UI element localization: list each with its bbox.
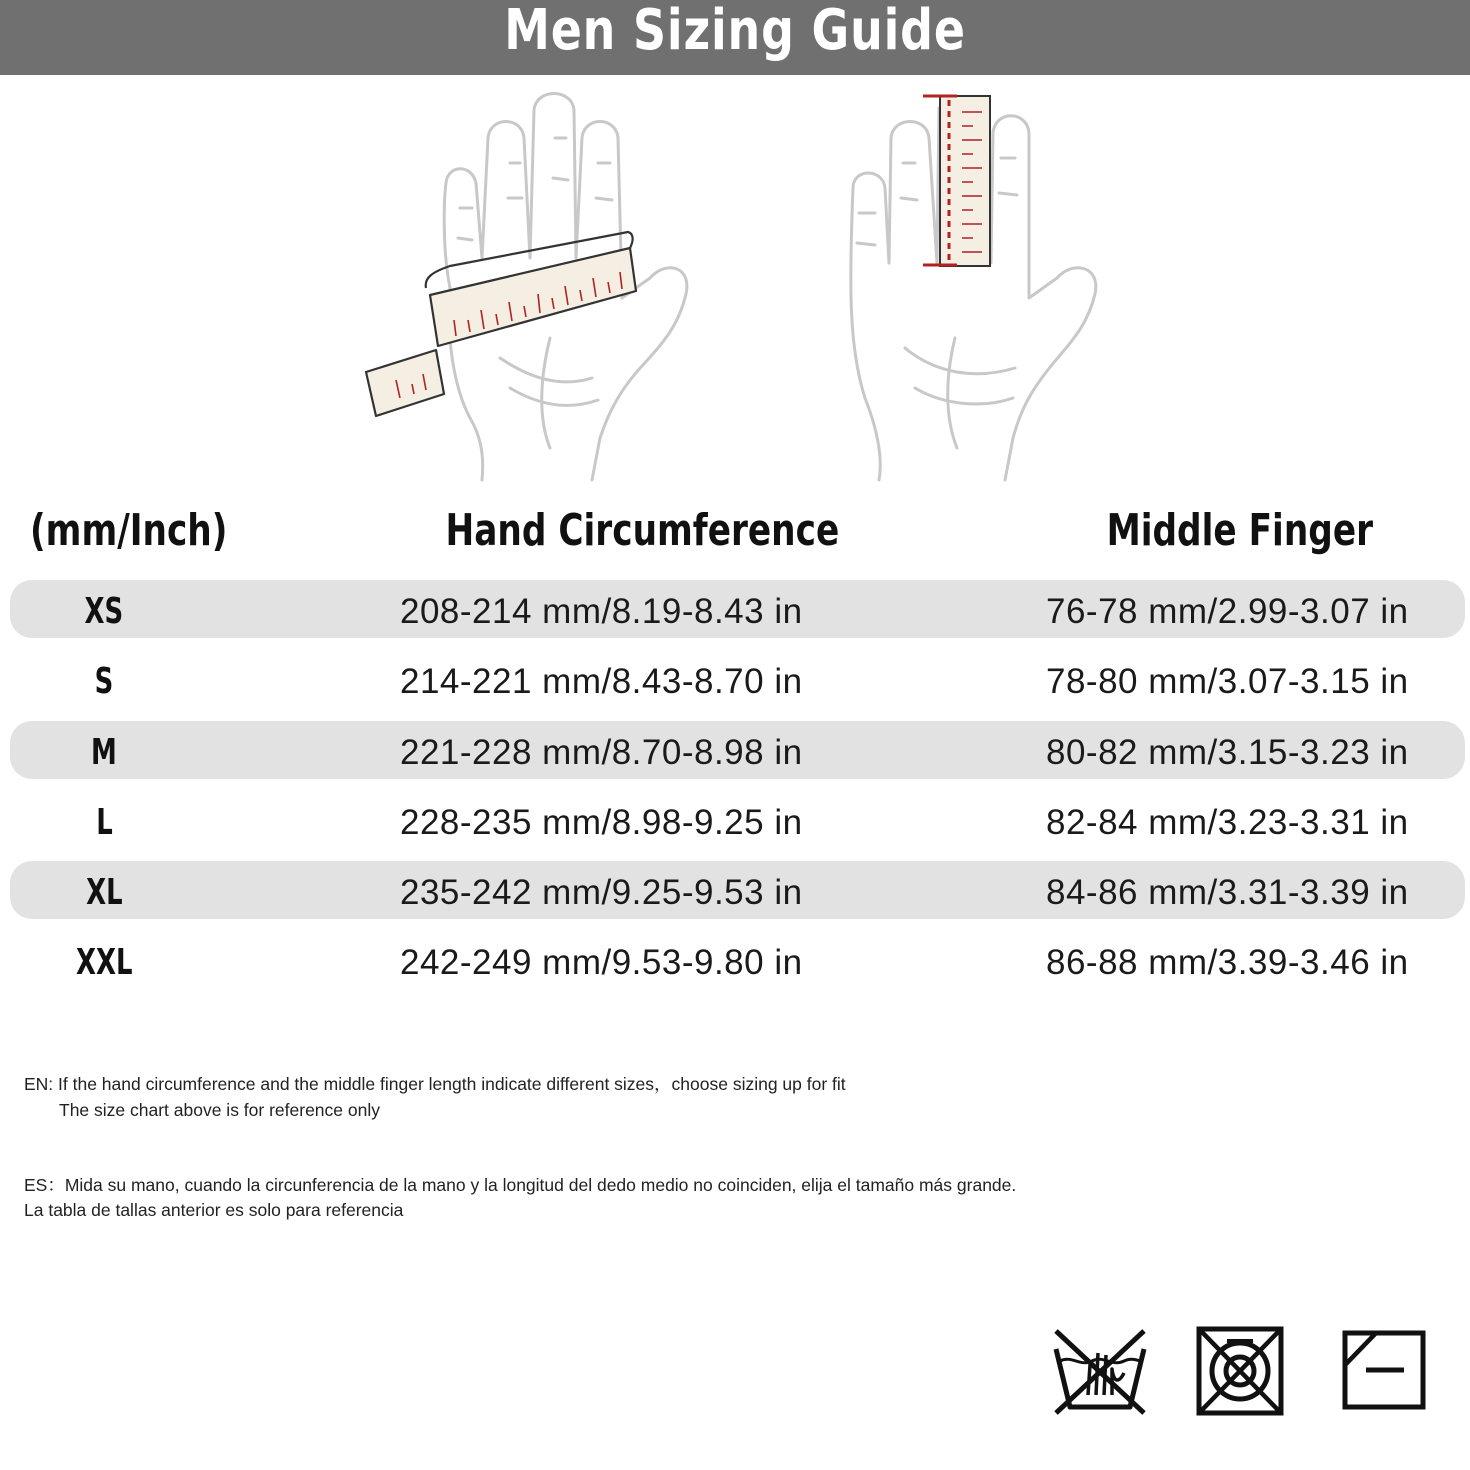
size-label: XL — [85, 872, 123, 913]
table-row — [10, 861, 1465, 919]
middle-finger-value: 86-88 mm/3.39-3.46 in — [1046, 943, 1409, 982]
middle-finger-value: 76-78 mm/2.99-3.07 in — [1046, 592, 1409, 631]
note-en-line2: The size chart above is for reference only — [59, 1100, 380, 1120]
size-label: M — [91, 732, 117, 773]
unit-header: (mm/Inch) — [30, 505, 228, 556]
size-label: XXL — [75, 942, 133, 983]
table-row — [10, 580, 1465, 638]
middle-finger-value: 80-82 mm/3.15-3.23 in — [1046, 733, 1409, 772]
size-label: L — [95, 802, 113, 843]
table-row — [10, 650, 1465, 708]
hand-circumference-value: 235-242 mm/9.25-9.53 in — [400, 873, 803, 912]
title-banner — [0, 0, 1470, 75]
middle-finger-value: 78-80 mm/3.07-3.15 in — [1046, 662, 1409, 701]
middle-finger-header: Middle Finger — [1106, 505, 1374, 556]
do-not-tumble-dry-icon — [1195, 1325, 1285, 1417]
note-es-line1: ES：Mida su mano, cuando la circunferencia de la mano y la longitud del dedo medio no coinciden, elija el tamaño más grande. — [24, 1175, 1017, 1195]
middle-finger-illustration — [845, 88, 1105, 483]
do-not-wash-icon — [1050, 1325, 1150, 1417]
hand-circumference-illustration — [360, 88, 700, 483]
middle-finger-value: 84-86 mm/3.31-3.39 in — [1046, 873, 1409, 912]
hand-circumference-value: 228-235 mm/8.98-9.25 in — [400, 803, 803, 842]
dry-flat-in-shade-icon — [1340, 1325, 1430, 1413]
hand-circumference-value: 242-249 mm/9.53-9.80 in — [400, 943, 803, 982]
page-title: Men Sizing Guide — [132, 0, 1337, 75]
table-row — [10, 791, 1465, 849]
table-row — [10, 721, 1465, 779]
hand-circumference-header: Hand Circumference — [445, 505, 840, 556]
size-label: S — [94, 661, 114, 702]
hand-circumference-value: 208-214 mm/8.19-8.43 in — [400, 592, 803, 631]
table-row — [10, 931, 1465, 989]
note-en-line1: EN: If the hand circumference and the middle finger length indicate different sizes，choose sizing up for fit — [24, 1074, 846, 1094]
middle-finger-value: 82-84 mm/3.23-3.31 in — [1046, 803, 1409, 842]
size-label: XS — [84, 591, 124, 632]
note-es-line2: La tabla de tallas anterior es solo para referencia — [24, 1200, 404, 1220]
hand-circumference-value: 221-228 mm/8.70-8.98 in — [400, 733, 803, 772]
hand-circumference-value: 214-221 mm/8.43-8.70 in — [400, 662, 803, 701]
